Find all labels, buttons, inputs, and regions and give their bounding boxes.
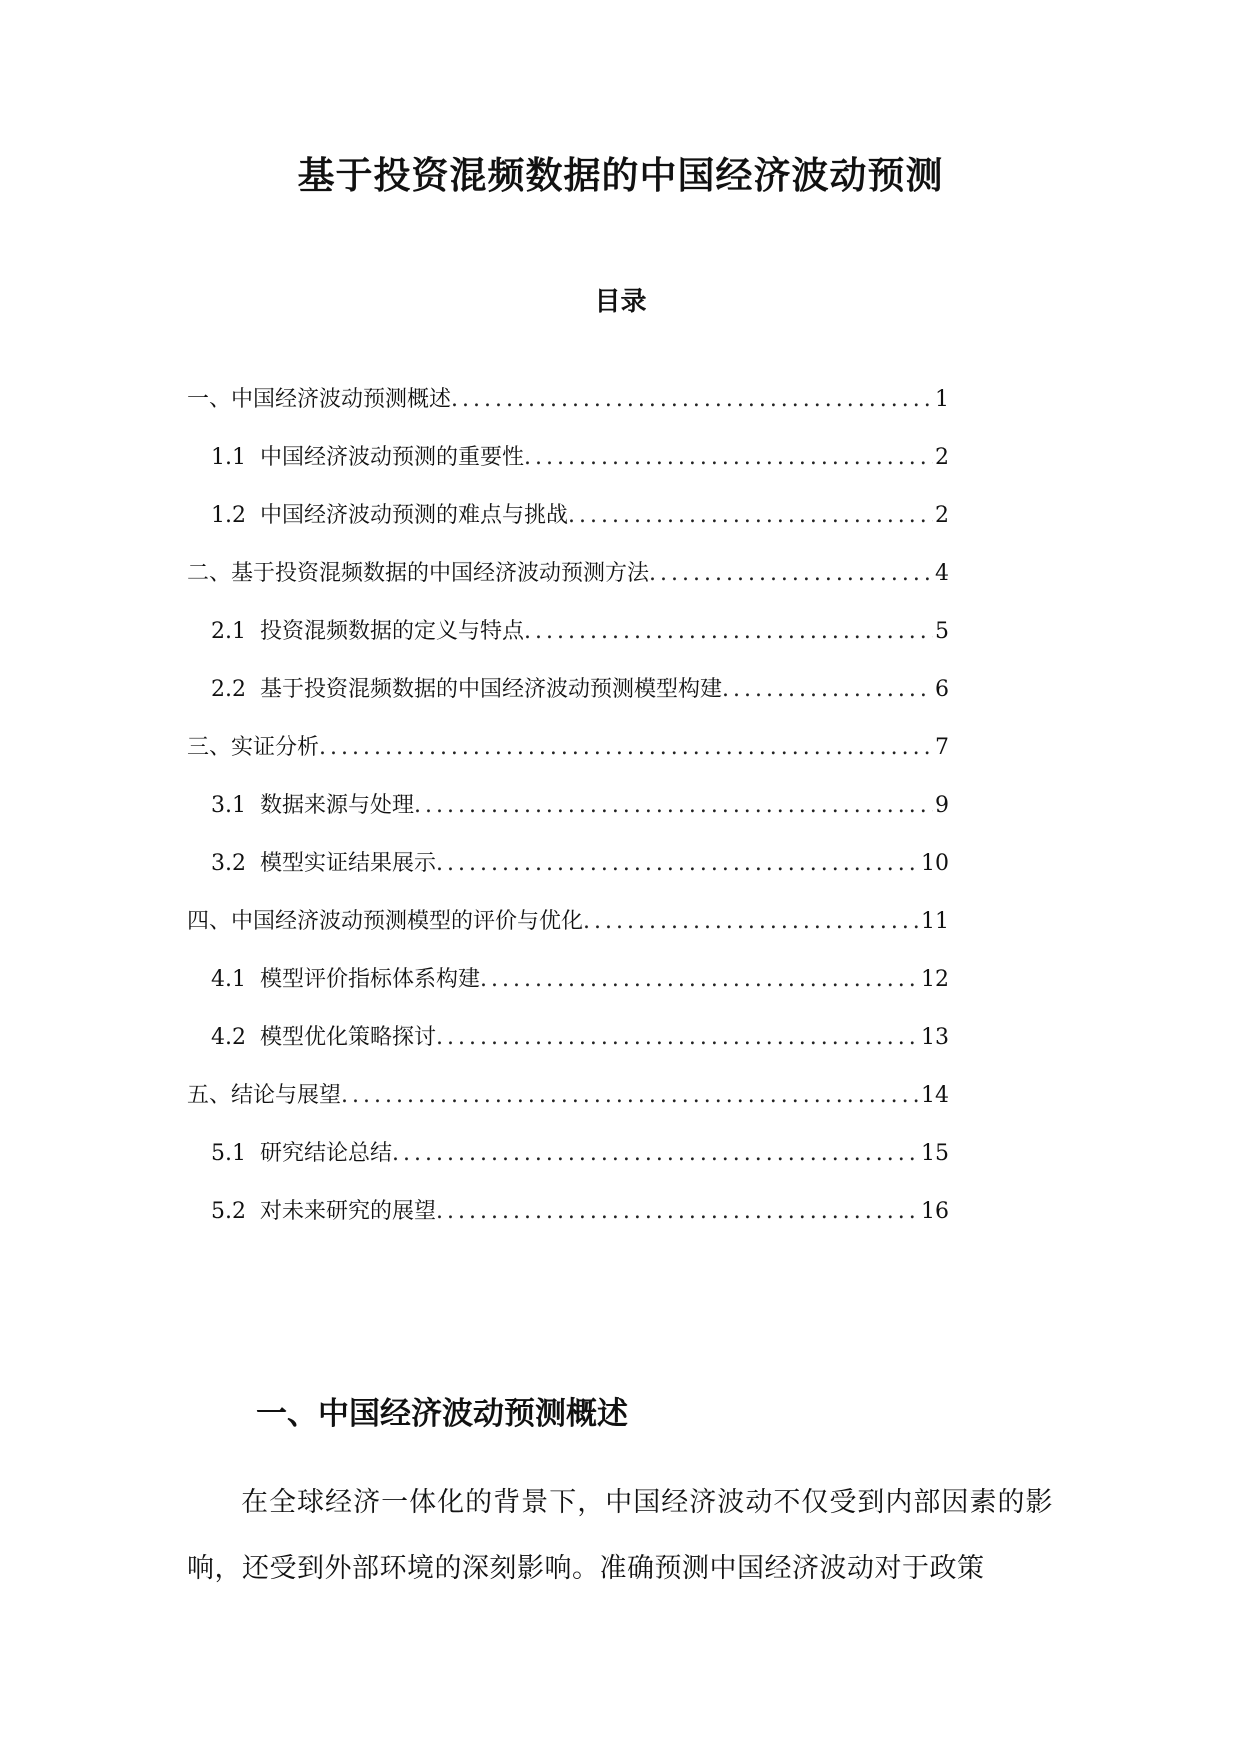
toc-item-page-number: 14 [921,1083,949,1108]
toc-leader-dots [319,732,933,764]
toc-item-label: 四、中国经济波动预测模型的评价与优化 [187,909,584,934]
toc-item-number: 2.1 [211,619,246,644]
toc-item-number: 2.2 [211,677,246,702]
toc-item[interactable] [211,848,949,880]
toc-item-label: 二、基于投资混频数据的中国经济波动预测方法 [187,561,650,586]
toc-item-label: 模型评价指标体系构建 [260,967,481,992]
toc-item-page-number: 16 [921,1199,949,1224]
toc-leader-dots [392,1138,919,1170]
toc-item-page-number: 11 [921,909,949,934]
toc-item-number: 5.2 [211,1199,246,1224]
toc-leader-dots [436,848,919,880]
toc-item[interactable] [187,384,949,416]
body-paragraph: 在全球经济一体化的背景下，中国经济波动不仅受到内部因素的影响，还受到外部环境的深刻影响。准确预测中国经济波动对于政策 [187,1487,1053,1584]
toc-item-label: 对未来研究的展望 [260,1199,437,1224]
toc-item-number: 4.1 [211,967,246,992]
toc-item[interactable] [211,790,949,822]
toc-leader-dots [451,384,933,416]
toc-item[interactable] [211,1138,949,1170]
toc-item[interactable] [211,442,949,474]
toc-item-page-number: 2 [935,503,949,528]
toc-item-page-number: 6 [935,677,949,702]
document-title: 基于投资混频数据的中国经济波动预测 [297,153,944,197]
toc-leader-dots [436,1022,919,1054]
toc-item[interactable] [211,674,949,706]
toc-leader-dots [436,1196,919,1228]
toc-item-label: 投资混频数据的定义与特点 [260,619,525,644]
toc-item-label: 中国经济波动预测的难点与挑战 [260,503,569,528]
toc-leader-dots [524,442,933,474]
toc-item[interactable] [187,732,949,764]
toc-item[interactable] [211,1196,949,1228]
toc-item[interactable] [211,1022,949,1054]
toc-leader-dots [524,616,933,648]
toc-leader-dots [649,558,933,590]
toc-item-label: 五、结论与展望 [187,1083,342,1108]
toc-item-label: 基于投资混频数据的中国经济波动预测模型构建 [260,677,723,702]
toc-item-page-number: 1 [935,387,949,412]
toc-item-label: 研究结论总结 [260,1141,393,1166]
toc-leader-dots [480,964,919,996]
toc-item[interactable] [187,558,949,590]
toc-leader-dots [341,1080,919,1112]
toc-item-label: 模型优化策略探讨 [260,1025,437,1050]
toc-item-number: 3.1 [211,793,246,818]
toc-item-label: 中国经济波动预测的重要性 [260,445,525,470]
section-heading: 一、中国经济波动预测概述 [256,1396,628,1432]
toc-item-number: 5.1 [211,1141,246,1166]
toc-item-label: 一、中国经济波动预测概述 [187,387,452,412]
toc-item-page-number: 5 [935,619,949,644]
toc-item-page-number: 9 [935,793,949,818]
toc-item-page-number: 15 [921,1141,949,1166]
toc-item[interactable] [211,964,949,996]
toc-item-label: 三、实证分析 [187,735,320,760]
toc-leader-dots [568,500,933,532]
toc-item[interactable] [211,500,949,532]
toc-leader-dots [583,906,919,938]
toc-item-number: 1.2 [211,503,246,528]
toc-item-page-number: 10 [921,851,949,876]
toc-item-label: 数据来源与处理 [260,793,415,818]
toc-item-page-number: 7 [935,735,949,760]
toc-item-label: 模型实证结果展示 [260,851,437,876]
toc-leader-dots [722,674,933,706]
toc-leader-dots [414,790,933,822]
toc-item[interactable] [187,906,949,938]
toc-item-number: 3.2 [211,851,246,876]
toc-item-number: 4.2 [211,1025,246,1050]
toc-item-number: 1.1 [211,445,246,470]
toc-item-page-number: 13 [921,1025,949,1050]
toc-item[interactable] [187,1080,949,1112]
toc-heading: 目录 [594,287,647,317]
toc-item-page-number: 2 [935,445,949,470]
toc-item-page-number: 4 [935,561,949,586]
toc-item-page-number: 12 [921,967,949,992]
toc-item[interactable] [211,616,949,648]
